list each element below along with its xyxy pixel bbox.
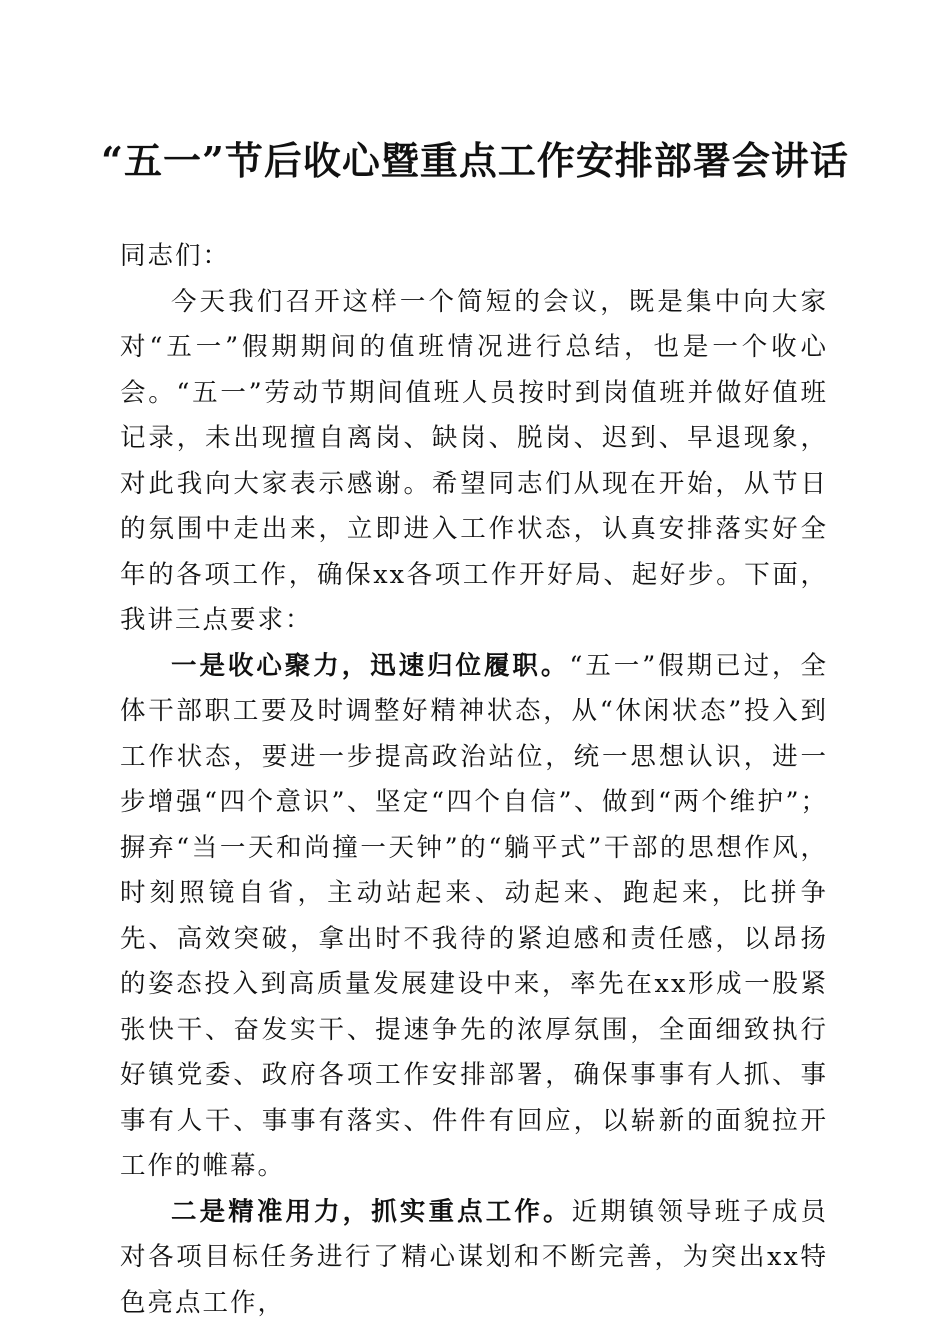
document-body [120,234,828,1326]
paragraph-intro-text: 今天我们召开这样一个简短的会议，既是集中向大家对“五一”假期期间的值班情况进行总结，也是一个收心会。“五一”劳动节期间值班人员按时到岗值班并做好值班记录，未出现擅自离岗、缺岗、脱岗、迟到、早退现象，对此我向大家表示感谢。希望同志们从现在开始，从节日的氛围中走出来，立即进入工作状态，认真安排落实好全年的各项工作，确保xx各项工作开好局、起好步。下面，我讲三点要求： [120,286,828,635]
point-one-text: “五一”假期已过，全体干部职工要及时调整好精神状态，从“休闲状态”投入到工作状态，要进一步提高政治站位，统一思想认识，进一步增强“四个意识”、坚定“四个自信”、做到“两个维护”；摒弃“当一天和尚撞一天钟”的“躺平式”干部的思想作风，时刻照镜自省，主动站起来、动起来、跑起来，比拼争先、高效突破，拿出时不我待的紧迫感和责任感，以昂扬的姿态投入到高质量发展建设中来，率先在xx形成一股紧张快干、奋发实干、提速争先的浓厚氛围，全面细致执行好镇党委、政府各项工作安排部署，确保事事有人抓、事事有人干、事事有落实、件件有回应，以崭新的面貌拉开工作的帷幕。 [120,650,828,1181]
paragraph-point-two [120,1190,828,1327]
point-two-text: 近期镇领导班子成员对各项目标任务进行了精心谋划和不断完善，为突出xx特色亮点工作， [120,1196,828,1318]
greeting: 同志们： [120,241,231,271]
document-title: “五一”节后收心暨重点工作安排部署会讲话 [101,138,849,183]
paragraph-point-one [120,644,828,1190]
point-one-heading: 一是收心聚力，迅速归位履职。 [171,650,570,681]
paragraph-intro [120,280,828,644]
point-two-heading: 二是精准用力，抓实重点工作。 [171,1196,572,1227]
